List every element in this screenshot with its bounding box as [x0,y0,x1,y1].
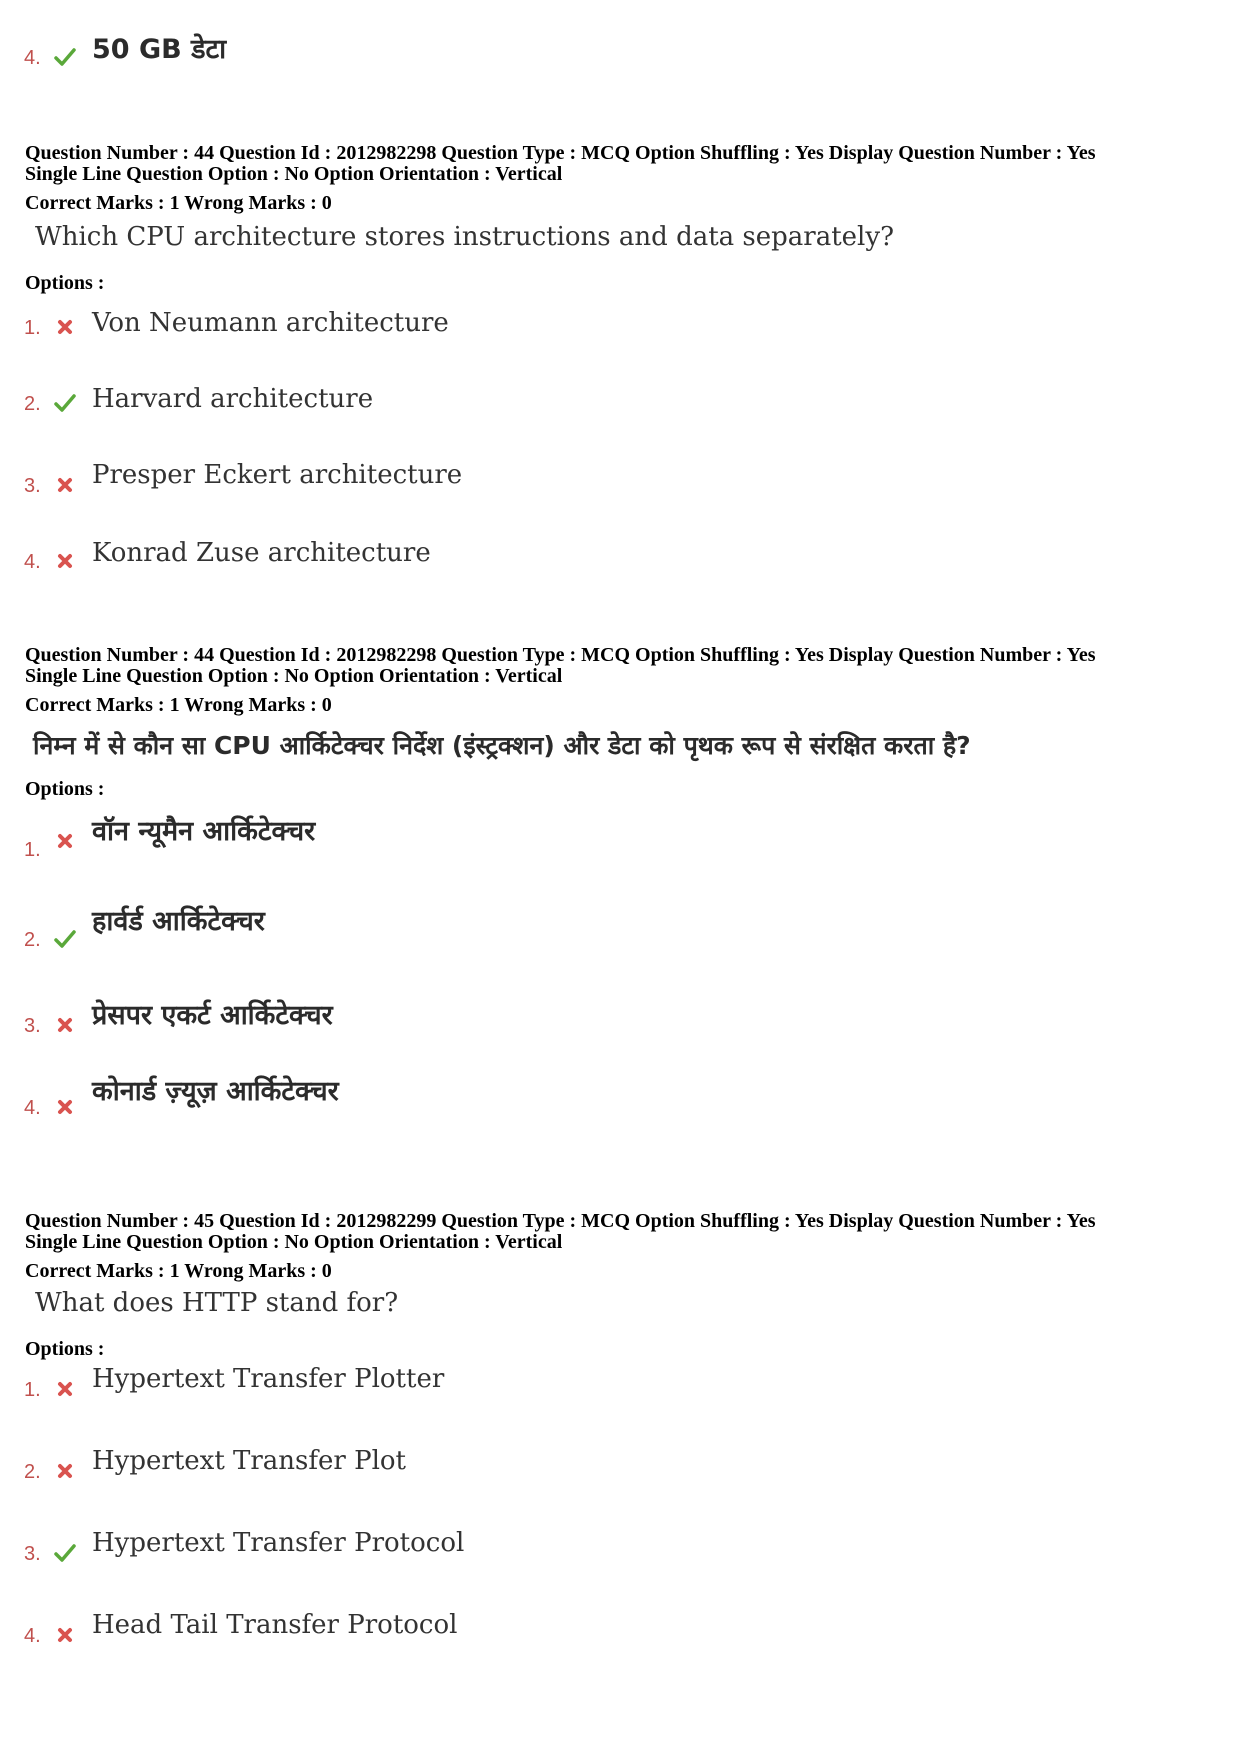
option-item [24,458,1024,498]
option-label: कोनार्ड ज़्यूज़ आर्किटेक्चर [92,1076,339,1107]
question-text: निम्न में से कौन सा CPU आर्किटेक्चर निर्देश (इंस्ट्रक्शन) और डेटा को पृथक रूप से संरक्षित करता है? [33,731,971,760]
question-text: What does HTTP stand for? [35,1288,399,1318]
option-label: Presper Eckert architecture [92,460,463,490]
cross-icon [54,1096,76,1118]
cross-icon [54,550,76,572]
option-number: 2. [24,393,41,415]
check-icon [54,1542,76,1564]
option-number: 4. [24,1097,41,1119]
question-marks: Correct Marks : 1 Wrong Marks : 0 [25,1260,332,1282]
option-label: प्रेसपर एकर्ट आर्किटेक्चर [92,1000,333,1031]
option-label: Hypertext Transfer Plotter [92,1364,445,1394]
option-item [24,1444,1024,1484]
question-meta-line: Single Line Question Option : No Option Orientation : Vertical [25,163,563,185]
option-item [24,300,1024,340]
option-item [24,816,1024,862]
option-number: 2. [24,929,41,951]
options-heading: Options : [25,272,105,294]
option-item [24,1526,1024,1566]
option-number: 4. [24,47,41,69]
option-label: Hypertext Transfer Plot [92,1446,407,1476]
question-meta-line: Single Line Question Option : No Option Orientation : Vertical [25,665,563,687]
option-label: Von Neumann architecture [92,308,449,338]
cross-icon [54,1014,76,1036]
option-label: Head Tail Transfer Protocol [92,1610,458,1640]
option-number: 4. [24,551,41,573]
check-icon [54,928,76,950]
check-icon [54,46,76,68]
question-marks: Correct Marks : 1 Wrong Marks : 0 [25,192,332,214]
option-label: 50 GB डेटा [92,34,227,65]
option-number: 4. [24,1625,41,1647]
option-label: Harvard architecture [92,384,374,414]
option-item [24,1608,1024,1648]
question-meta-line: Single Line Question Option : No Option Orientation : Vertical [25,1231,563,1253]
option-label: हार्वर्ड आर्किटेक्चर [92,906,265,937]
option-number: 1. [24,839,41,861]
option-item [24,906,1024,952]
option-item [24,30,1024,70]
cross-icon [54,830,76,852]
option-number: 2. [24,1461,41,1483]
option-number: 1. [24,1379,41,1401]
cross-icon [54,316,76,338]
question-marks: Correct Marks : 1 Wrong Marks : 0 [25,694,332,716]
question-meta-line: Question Number : 44 Question Id : 2012982298 Question Type : MCQ Option Shuffling : Yes Display Question Number : Yes [25,644,1096,666]
option-item [24,998,1024,1038]
cross-icon [54,474,76,496]
option-item [24,534,1024,574]
option-number: 3. [24,1543,41,1565]
cross-icon [54,1378,76,1400]
option-label: Konrad Zuse architecture [92,538,431,568]
option-number: 1. [24,317,41,339]
question-meta-line: Question Number : 44 Question Id : 2012982298 Question Type : MCQ Option Shuffling : Yes Display Question Number : Yes [25,142,1096,164]
question-meta-line: Question Number : 45 Question Id : 2012982299 Question Type : MCQ Option Shuffling : Yes Display Question Number : Yes [25,1210,1096,1232]
check-icon [54,392,76,414]
question-text: Which CPU architecture stores instructions and data separately? [35,222,895,252]
option-number: 3. [24,1015,41,1037]
option-item [24,1362,1024,1402]
option-item [24,376,1024,416]
cross-icon [54,1624,76,1646]
option-label: Hypertext Transfer Protocol [92,1528,465,1558]
options-heading: Options : [25,778,105,800]
cross-icon [54,1460,76,1482]
option-label: वॉन न्यूमैन आर्किटेक्चर [92,816,316,847]
option-item [24,1076,1024,1120]
options-heading: Options : [25,1338,105,1360]
option-number: 3. [24,475,41,497]
